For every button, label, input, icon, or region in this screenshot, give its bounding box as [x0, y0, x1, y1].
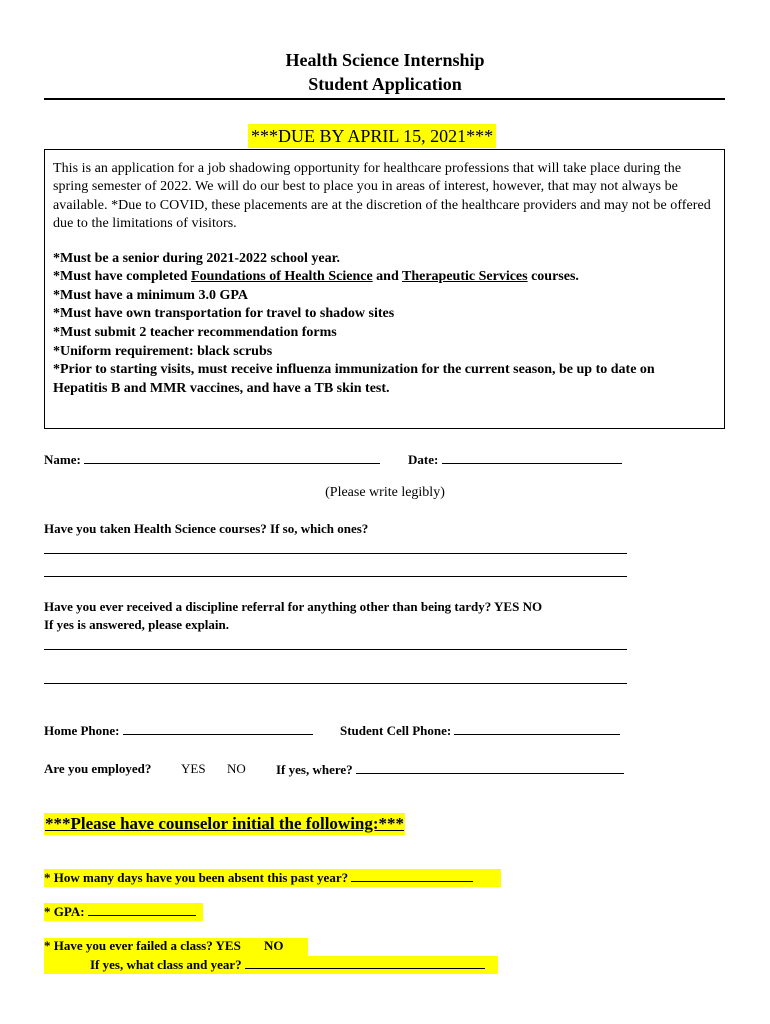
date-row — [408, 451, 622, 468]
answer-line-discipline-2[interactable] — [44, 683, 627, 684]
requirement-transportation: *Must have own transportation for travel to shadow sites — [53, 306, 395, 322]
question-courses: Have you taken Health Science courses? If so, which ones? — [44, 521, 369, 536]
cell-phone-field[interactable] — [454, 722, 620, 735]
name-label: Name: — [44, 452, 81, 467]
employed-where-row — [276, 761, 624, 778]
requirement-courses-suffix: courses. — [527, 269, 579, 285]
home-phone-label: Home Phone: — [44, 723, 120, 738]
cell-phone-label: Student Cell Phone: — [340, 723, 452, 738]
absent-label: * How many days have you been absent this past year? — [44, 870, 349, 885]
cell-phone-row — [340, 722, 620, 739]
info-box — [44, 149, 725, 429]
due-date-banner: ***DUE BY APRIL 15, 2021*** — [248, 124, 496, 148]
question-discipline: Have you ever received a discipline referral for anything other than being tardy? YES NO — [44, 599, 543, 614]
employed-where-label: If yes, where? — [276, 762, 353, 777]
requirement-courses-and: and — [372, 269, 402, 285]
employed-no-option[interactable]: NO — [227, 761, 246, 776]
failed-class-label: * Have you ever failed a class? YES — [44, 938, 241, 953]
question-discipline-explain: If yes is answered, please explain. — [44, 617, 230, 632]
gpa-row — [44, 903, 203, 921]
intro-text: This is an application for a job shadowing opportunity for healthcare professions that will take place during the spring semester of 2022. We will do our best to place you in areas of interest, however, that may not always be available. *Due to COVID, these placements are at the discretion of the healthcare providers and may not be offered due to the limitations of visitors. — [53, 161, 711, 232]
date-label: Date: — [408, 452, 439, 467]
requirement-immunization: *Prior to starting visits, must receive influenza immunization for the current season, be up to date on — [53, 362, 655, 378]
failed-class-which-field[interactable] — [245, 956, 485, 969]
counselor-heading: ***Please have counselor initial the following:*** — [45, 814, 405, 833]
answer-line-courses-2[interactable] — [44, 576, 627, 577]
requirement-gpa: *Must have a minimum 3.0 GPA — [53, 287, 248, 303]
absent-field[interactable] — [351, 869, 473, 882]
failed-class-row — [44, 938, 308, 956]
answer-line-courses-1[interactable] — [44, 553, 627, 554]
requirements-list — [53, 250, 717, 399]
answer-line-discipline-1[interactable] — [44, 649, 627, 650]
home-phone-row — [44, 722, 313, 739]
failed-class-which-row — [44, 956, 498, 974]
employed-yes-option[interactable]: YES — [181, 761, 206, 776]
requirement-recommendations: *Must submit 2 teacher recommendation forms — [53, 325, 337, 340]
course-foundations: Foundations of Health Science — [191, 269, 373, 285]
date-field[interactable] — [442, 451, 622, 464]
home-phone-field[interactable] — [123, 722, 313, 735]
employed-label: Are you employed? — [44, 761, 152, 776]
requirement-senior: *Must be a senior during 2021-2022 school year. — [53, 250, 341, 266]
course-therapeutic: Therapeutic Services — [402, 269, 528, 285]
absent-row — [44, 869, 501, 887]
title-line-2: Student Application — [308, 74, 462, 94]
title-line-1: Health Science Internship — [285, 50, 485, 70]
requirement-courses-prefix: *Must have completed — [53, 269, 192, 285]
requirement-courses — [53, 268, 717, 287]
gpa-field[interactable] — [88, 903, 196, 916]
failed-class-no-option[interactable]: NO — [264, 938, 284, 953]
name-row — [44, 451, 380, 468]
requirement-uniform: *Uniform requirement: black scrubs — [53, 343, 273, 359]
gpa-label: * GPA: — [44, 904, 85, 919]
name-field[interactable] — [84, 451, 380, 464]
title-rule — [44, 98, 725, 100]
requirement-immunization-cont: Hepatitis B and MMR vaccines, and have a TB skin test. — [53, 380, 390, 396]
employed-where-field[interactable] — [356, 761, 624, 774]
failed-class-which-label: If yes, what class and year? — [90, 957, 242, 972]
write-legibly-note: (Please write legibly) — [325, 485, 445, 500]
